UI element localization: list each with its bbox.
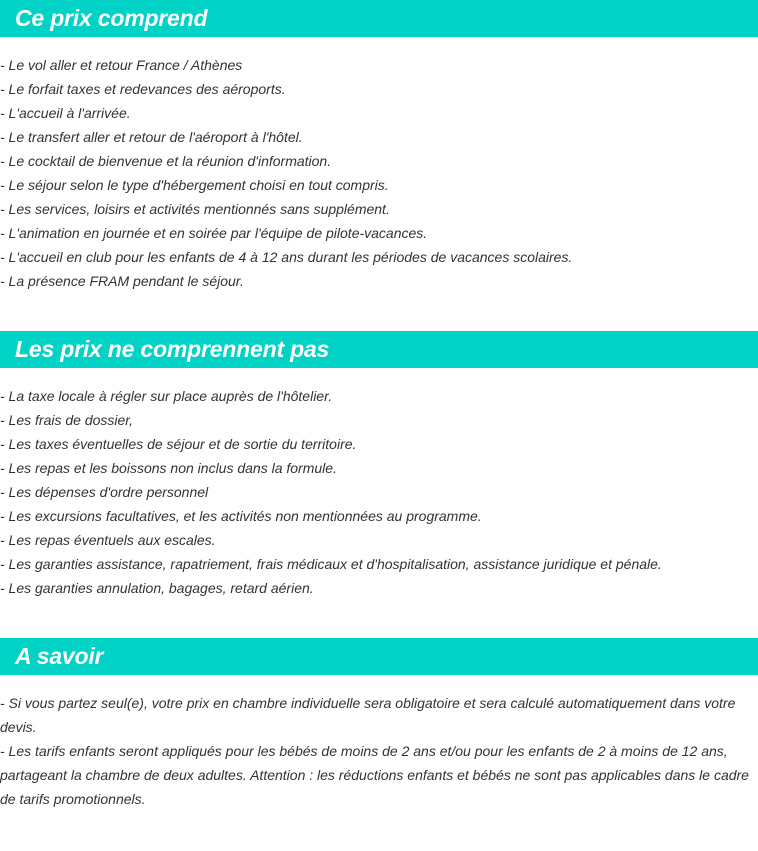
section-header-info (0, 638, 758, 675)
list-item: - L'accueil en club pour les enfants de 4 à 12 ans durant les périodes de vacances scolaires. (0, 249, 573, 265)
list-item: - Les dépenses d'ordre personnel (0, 484, 209, 500)
list-item: - Les tarifs enfants seront appliqués pour les bébés de moins de 2 ans et/ou pour les enfants de 2 à moins de 12 ans, partageant la chambre de deux adultes. Attention : les réductions enfants et bébés ne sont pas applicables dans le cadre de tarifs promotionnels. (0, 743, 749, 807)
section-title: A savoir (15, 643, 104, 669)
excluded-list (0, 384, 758, 600)
list-item: - Le transfert aller et retour de l'aéroport à l'hôtel. (0, 129, 303, 145)
list-item: - Les repas et les boissons non inclus dans la formule. (0, 460, 337, 476)
list-item: - Les frais de dossier, (0, 412, 134, 428)
included-list (0, 53, 758, 293)
list-item: - La présence FRAM pendant le séjour. (0, 273, 244, 289)
list-item: - Les garanties annulation, bagages, retard aérien. (0, 580, 314, 596)
section-title: Ce prix comprend (15, 5, 208, 31)
list-item: - Les garanties assistance, rapatriement, frais médicaux et d'hospitalisation, assistance juridique et pénale. (0, 556, 662, 572)
list-item: - Les excursions facultatives, et les activités non mentionnées au programme. (0, 508, 482, 524)
section-title: Les prix ne comprennent pas (15, 336, 330, 362)
list-item: - La taxe locale à régler sur place auprès de l'hôtelier. (0, 388, 333, 404)
list-item: - Les taxes éventuelles de séjour et de sortie du territoire. (0, 436, 357, 452)
list-item: - Le vol aller et retour France / Athènes (0, 57, 243, 73)
section-included (0, 0, 758, 293)
section-info (0, 638, 758, 811)
list-item: - Le cocktail de bienvenue et la réunion d'information. (0, 153, 332, 169)
section-header-included (0, 0, 758, 37)
list-item: - Si vous partez seul(e), votre prix en chambre individuelle sera obligatoire et sera calculé automatiquement dans votre devis. (0, 695, 736, 735)
list-item: - L'accueil à l'arrivée. (0, 105, 131, 121)
list-item: - L'animation en journée et en soirée par l'équipe de pilote-vacances. (0, 225, 428, 241)
section-excluded (0, 331, 758, 600)
list-item: - Les repas éventuels aux escales. (0, 532, 216, 548)
list-item: - Les services, loisirs et activités mentionnés sans supplément. (0, 201, 390, 217)
list-item: - Le forfait taxes et redevances des aéroports. (0, 81, 286, 97)
list-item: - Le séjour selon le type d'hébergement choisi en tout compris. (0, 177, 389, 193)
info-list (0, 691, 758, 811)
section-header-excluded (0, 331, 758, 368)
